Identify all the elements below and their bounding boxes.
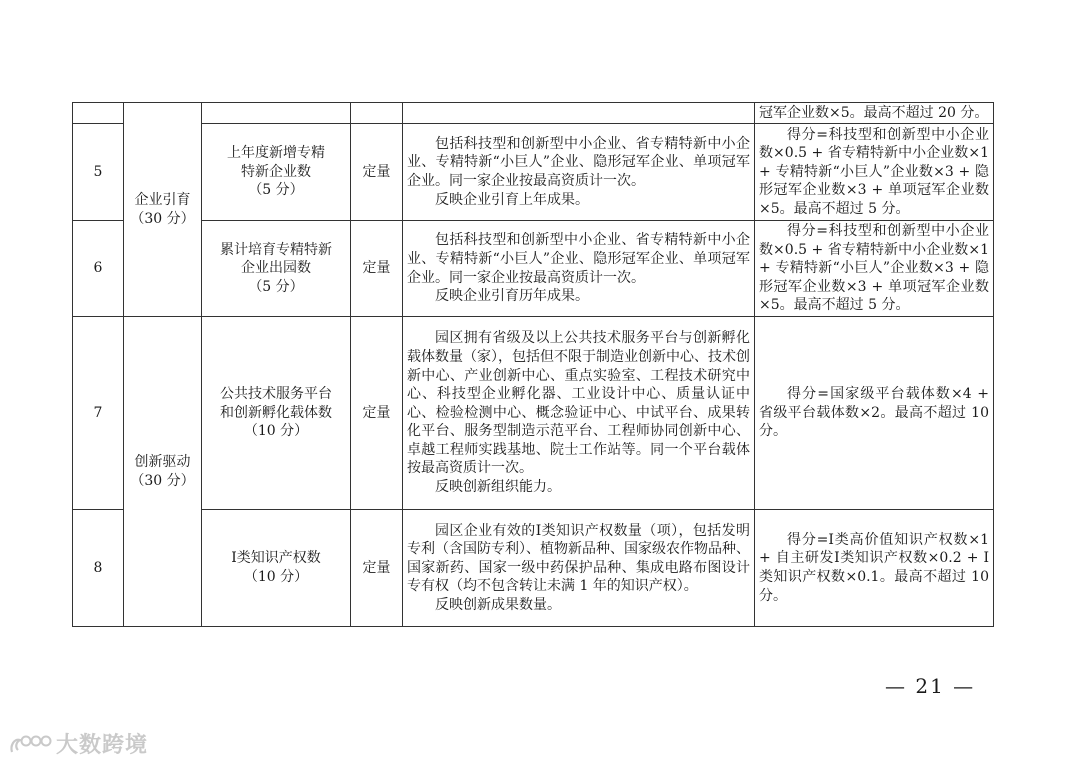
description-cell (403, 124, 755, 221)
cell-no-empty (73, 103, 124, 124)
description-text: 园区拥有省级及以上公共技术服务平台与创新孵化载体数量（家），包括但不限于制造业创新中心、技术创新中心、产业创新中心、重点实验室、工程技术研究中心、科技型企业孵化器、工业设计中心、质量认证中心、检验检测中心、概念验证中心、中试平台、成果转化平台、服务型制造示范平台、工程师协同创新中心、卓越工程师实践基地、院士工作站等。同一个平台载体按最高资质计一次。 (407, 330, 750, 477)
type-cell: 定量 (351, 510, 403, 627)
indicator-points: （5 分） (248, 278, 304, 295)
indicator-line: 公共技术服务平台 (220, 386, 332, 403)
description-cell (403, 221, 755, 317)
row-number: 7 (73, 317, 124, 510)
description-text: 包括科技型和创新型中小企业、省专精特新中小企业、专精特新“小巨人”企业、隐形冠军企业、单项冠军企业。同一家企业按最高资质计一次。 (407, 135, 750, 189)
indicator-points: （5 分） (248, 182, 304, 199)
scoring-rule-cell (755, 124, 994, 221)
scoring-rule-text: 得分=科技型和创新型中小企业数×0.5 + 省专精特新中小企业数×1 + 专精特新“小巨人”企业数×3 + 隐形冠军企业数×3 + 单项冠军企业数×5。最高不超过 5 分。 (759, 126, 989, 217)
table-row (73, 317, 994, 510)
description-text: 包括科技型和创新型中小企业、省专精特新中小企业、专精特新“小巨人”企业、隐形冠军企业、单项冠军企业。同一家企业按最高资质计一次。 (407, 232, 750, 286)
table-row (73, 221, 994, 317)
page-number: — 21 — (885, 674, 976, 698)
scoring-rule-cell (755, 510, 994, 627)
type-cell: 定量 (351, 221, 403, 317)
category-cell-enterprise (124, 103, 202, 317)
scoring-table (72, 102, 994, 627)
table-row (73, 124, 994, 221)
indicator-line: 和创新孵化载体数 (220, 404, 332, 421)
scoring-rule-text: 得分=I类高价值知识产权数×1 + 自主研发I类知识产权数×0.2 + I类知识产权数×0.1。最高不超过 10 分。 (759, 531, 989, 604)
scoring-rule-cell (755, 317, 994, 510)
description-note: 反映创新组织能力。 (435, 479, 561, 496)
type-cell: 定量 (351, 124, 403, 221)
description-cell (403, 317, 755, 510)
table-row-continued (73, 103, 994, 124)
indicator-cell (202, 317, 351, 510)
cell-type-empty (351, 103, 403, 124)
indicator-cell (202, 124, 351, 221)
category-cell-innovation (124, 317, 202, 627)
row-number: 8 (73, 510, 124, 627)
indicator-line: 企业出园数 (241, 260, 311, 277)
scoring-rule-cell (755, 221, 994, 317)
description-cell (403, 510, 755, 627)
row-number: 6 (73, 221, 124, 317)
indicator-line: 特新企业数 (241, 163, 311, 180)
scoring-rule-text: 得分=国家级平台载体数×4 + 省级平台载体数×2。最高不超过 10 分。 (759, 386, 989, 440)
table-row (73, 510, 994, 627)
indicator-line: 上年度新增专精 (227, 145, 325, 162)
indicator-line: 累计培育专精特新 (220, 241, 332, 258)
indicator-points: （10 分） (243, 569, 309, 585)
category-points: （30 分） (130, 472, 195, 489)
indicator-cell (202, 510, 351, 627)
description-text: 园区企业有效的I类知识产权数量（项），包括发明专利（含国防专利）、植物新品种、国家级农作物品种、国家新药、国家一级中药保护品种、集成电路布图设计专有权（均不包含转让未满 1 年的知识产权）。 (407, 522, 750, 595)
cell-desc-empty (403, 103, 755, 124)
category-label: 创新驱动 (134, 453, 191, 470)
watermark (8, 728, 148, 759)
category-label: 企业引育 (134, 191, 191, 208)
watermark-text: 大数跨境 (56, 733, 149, 758)
description-note: 反映企业引育历年成果。 (435, 288, 589, 305)
row-number: 5 (73, 124, 124, 221)
scoring-rule-text: 得分=科技型和创新型中小企业数×0.5 + 省专精特新中小企业数×1 + 专精特新“小巨人”企业数×3 + 隐形冠军企业数×3 + 单项冠军企业数×5。最高不超过 5 分。 (759, 223, 989, 314)
brand-logo-icon (8, 732, 52, 756)
category-points: （30 分） (130, 210, 195, 227)
cell-indicator-empty (202, 103, 351, 124)
cell-rule-continued: 冠军企业数×5。最高不超过 20 分。 (755, 103, 994, 124)
type-cell: 定量 (351, 317, 403, 510)
indicator-cell (202, 221, 351, 317)
indicator-points: （10 分） (243, 423, 309, 440)
description-note: 反映创新成果数量。 (435, 596, 561, 613)
indicator-line: I类知识产权数 (231, 550, 321, 567)
description-note: 反映企业引育上年成果。 (435, 191, 589, 208)
